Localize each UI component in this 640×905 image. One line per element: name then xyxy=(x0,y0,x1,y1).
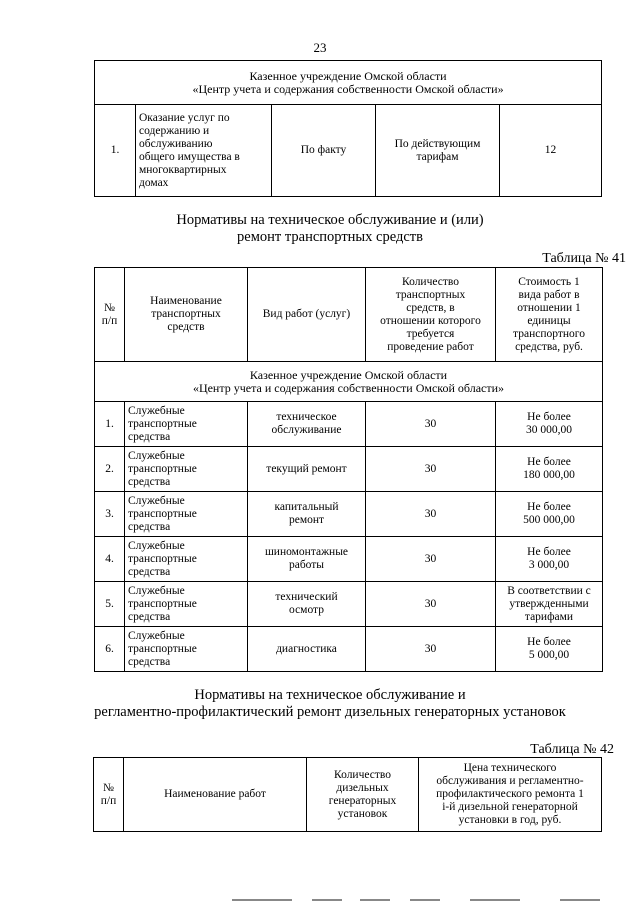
vehicle-count-cell: 30 xyxy=(366,537,496,582)
cost-cell: Не более 30 000,00 xyxy=(496,402,603,447)
row-number-cell: 4. xyxy=(95,537,125,582)
org-header-cell: Казенное учреждение Омской области «Центр учета и содержания собственности Омской области» xyxy=(95,362,603,402)
header-cell-vehicle-count: Количество транспортных средств, в отношении которого требуется проведение работ xyxy=(366,268,496,362)
vehicle-name-cell: Служебные транспортные средства xyxy=(125,447,248,492)
vehicle-name-cell: Служебные транспортные средства xyxy=(125,492,248,537)
header-cell-maintenance-price: Цена технического обслуживания и регламентно- профилактического ремонта 1 i-й дизельной генераторной установки в год, руб. xyxy=(419,758,602,832)
volume-cell: По факту xyxy=(272,105,376,197)
header-cell-vehicle-name: Наименование транспортных средств xyxy=(125,268,248,362)
table-row xyxy=(95,627,603,672)
row-number-cell: 5. xyxy=(95,582,125,627)
header-cell-work-type: Вид работ (услуг) xyxy=(248,268,366,362)
row-number-cell: 6. xyxy=(95,627,125,672)
cost-cell: В соответствии с утвержденными тарифами xyxy=(496,582,603,627)
table-row xyxy=(95,582,603,627)
header-cell-cost: Стоимость 1 вида работ в отношении 1 единицы транспортного средства, руб. xyxy=(496,268,603,362)
vehicle-name-cell: Служебные транспортные средства xyxy=(125,627,248,672)
vehicle-name-cell: Служебные транспортные средства xyxy=(125,537,248,582)
header-cell-work-name: Наименование работ xyxy=(124,758,307,832)
work-type-cell: диагностика xyxy=(248,627,366,672)
table-41 xyxy=(94,267,603,672)
table-header-row xyxy=(95,268,603,362)
table-org-header-row xyxy=(95,61,602,105)
row-number-cell: 1. xyxy=(95,105,136,197)
cost-cell: Не более 3 000,00 xyxy=(496,537,603,582)
work-type-cell: шиномонтажные работы xyxy=(248,537,366,582)
service-name-cell: Оказание услуг по содержанию и обслуживанию общего имущества в многоквартирных домах xyxy=(136,105,272,197)
table-header-row xyxy=(94,758,602,832)
vehicle-count-cell: 30 xyxy=(366,402,496,447)
table-40-continuation xyxy=(94,60,602,197)
vehicle-count-cell: 30 xyxy=(366,627,496,672)
cut-off-bottom-fragment xyxy=(0,898,640,905)
page-number: 23 xyxy=(313,40,327,55)
table-org-header-row xyxy=(95,362,603,402)
table-row xyxy=(95,402,603,447)
work-type-cell: текущий ремонт xyxy=(248,447,366,492)
table-row xyxy=(95,492,603,537)
work-type-cell: капитальный ремонт xyxy=(248,492,366,537)
cost-cell: Не более 500 000,00 xyxy=(496,492,603,537)
quantity-cell: 12 xyxy=(500,105,602,197)
section-41-title: Нормативы на техническое обслуживание и (или) ремонт транспортных средств xyxy=(176,212,484,245)
header-cell-generator-count: Количество дизельных генераторных установок xyxy=(307,758,419,832)
vehicle-count-cell: 30 xyxy=(366,492,496,537)
header-cell-number: № п/п xyxy=(95,268,125,362)
vehicle-count-cell: 30 xyxy=(366,582,496,627)
table-42 xyxy=(93,757,602,832)
row-number-cell: 3. xyxy=(95,492,125,537)
cost-cell: Не более 5 000,00 xyxy=(496,627,603,672)
row-number-cell: 1. xyxy=(95,402,125,447)
cost-cell: Не более 180 000,00 xyxy=(496,447,603,492)
row-number-cell: 2. xyxy=(95,447,125,492)
price-basis-cell: По действующим тарифам xyxy=(376,105,500,197)
table-41-label: Таблица № 41 xyxy=(542,251,626,266)
table-row xyxy=(95,447,603,492)
header-cell-number: № п/п xyxy=(94,758,124,832)
work-type-cell: техническое обслуживание xyxy=(248,402,366,447)
work-type-cell: технический осмотр xyxy=(248,582,366,627)
vehicle-name-cell: Служебные транспортные средства xyxy=(125,402,248,447)
vehicle-count-cell: 30 xyxy=(366,447,496,492)
section-42-title: Нормативы на техническое обслуживание и регламентно-профилактический ремонт дизельных генераторных установок xyxy=(94,687,566,720)
table-42-label: Таблица № 42 xyxy=(530,742,614,757)
table-row xyxy=(95,105,602,197)
vehicle-name-cell: Служебные транспортные средства xyxy=(125,582,248,627)
org-header-cell: Казенное учреждение Омской области «Центр учета и содержания собственности Омской области» xyxy=(95,61,602,105)
table-row xyxy=(95,537,603,582)
